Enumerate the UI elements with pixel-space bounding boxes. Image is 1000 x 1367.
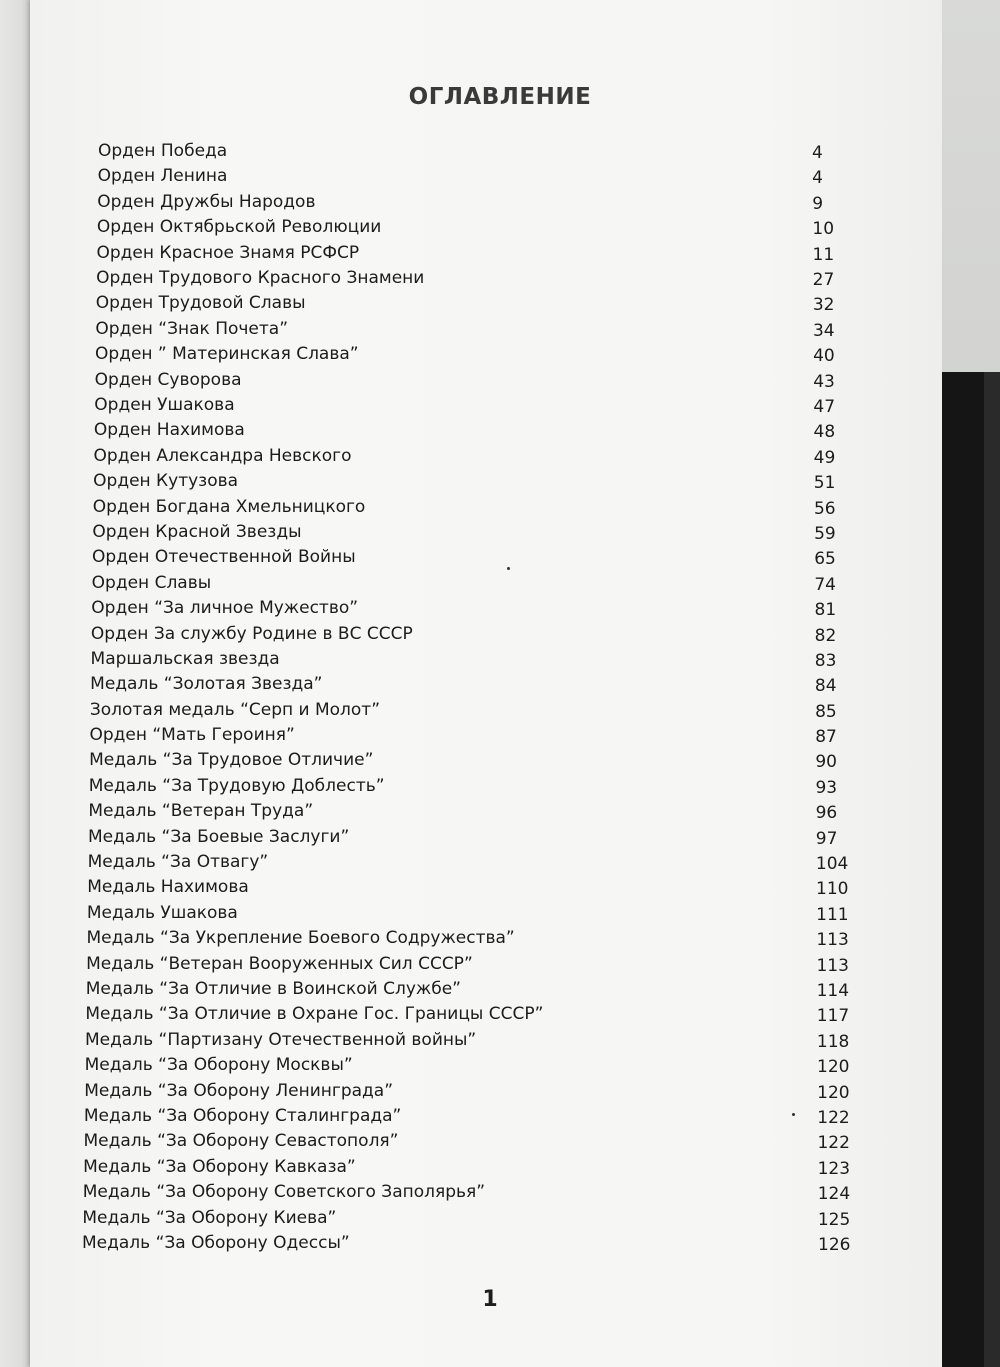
toc-entry-page-number: 9 xyxy=(812,193,824,214)
toc-entry-title: Орден Нахимова xyxy=(93,420,245,441)
toc-entry-title: Медаль Ушакова xyxy=(86,902,238,923)
toc-entry xyxy=(83,1180,860,1204)
toc-entry-title: Медаль “Партизану Отечественной войны” xyxy=(84,1029,477,1050)
toc-entry-title: Орден Кутузова xyxy=(93,471,239,492)
toc-entry-title: Орден Октябрьской Революции xyxy=(96,217,382,238)
toc-entry xyxy=(88,825,860,849)
toc-entry xyxy=(96,266,860,290)
toc-entry-title: Медаль “Золотая Звезда” xyxy=(90,674,323,695)
toc-entry xyxy=(93,469,860,493)
toc-entry xyxy=(82,1206,860,1230)
toc-entry-page-number: 96 xyxy=(815,803,838,824)
toc-entry xyxy=(86,926,860,950)
toc-entry xyxy=(88,799,860,823)
toc-entry-title: Медаль “За Отвагу” xyxy=(87,852,269,873)
toc-entry xyxy=(94,418,860,442)
toc-entry xyxy=(87,901,860,925)
toc-entry-title: Орден ” Материнская Слава” xyxy=(95,344,359,365)
toc-entry xyxy=(84,1079,860,1103)
toc-entry-page-number: 113 xyxy=(816,930,849,951)
toc-entry-title: Орден Ушакова xyxy=(94,394,235,415)
toc-entry-title: Маршальская звезда xyxy=(90,648,280,669)
page-title: ОГЛАВЛЕНИЕ xyxy=(408,84,592,110)
toc-entry-page-number: 40 xyxy=(813,346,835,367)
toc-entry-title: Орден “Знак Почета” xyxy=(95,318,289,339)
toc-entry-title: Орден “Мать Героиня” xyxy=(89,725,295,746)
toc-entry-page-number: 97 xyxy=(815,828,838,849)
toc-entry-title: Орден Красной Звезды xyxy=(92,521,302,542)
toc-entry xyxy=(92,520,860,544)
toc-entry xyxy=(85,1053,860,1077)
toc-entry-page-number: 118 xyxy=(816,1031,850,1052)
toc-entry-page-number: 56 xyxy=(813,498,836,519)
toc-entry-page-number: 65 xyxy=(814,549,836,570)
toc-entry-title: Медаль “За Боевые Заслуги” xyxy=(87,826,350,847)
toc-entry-title: Медаль “Ветеран Труда” xyxy=(88,801,314,822)
toc-entry-page-number: 83 xyxy=(814,650,837,671)
toc-entry xyxy=(94,393,860,417)
toc-entry-page-number: 113 xyxy=(816,955,849,976)
toc-entry-title: Медаль “За Оборону Ленинграда” xyxy=(84,1080,394,1101)
toc-entry xyxy=(98,139,860,163)
toc-entry xyxy=(95,342,860,366)
toc-entry-page-number: 104 xyxy=(815,854,849,875)
toc-entry-page-number: 82 xyxy=(814,625,837,646)
toc-entry-title: Орден Славы xyxy=(91,572,212,593)
toc-entry-page-number: 48 xyxy=(813,422,836,443)
toc-entry-page-number: 10 xyxy=(812,219,835,240)
toc-entry xyxy=(96,291,860,315)
print-speck xyxy=(792,1113,795,1116)
toc-entry xyxy=(92,545,860,569)
toc-entry-page-number: 117 xyxy=(816,1006,850,1027)
toc-entry-page-number: 84 xyxy=(814,676,837,697)
toc-entry xyxy=(91,622,860,646)
toc-entry xyxy=(97,215,860,239)
toc-entry xyxy=(89,774,860,798)
toc-entry-page-number: 47 xyxy=(813,396,836,417)
toc-entry-page-number: 43 xyxy=(813,371,835,392)
toc-entry xyxy=(91,647,860,671)
toc-entry-page-number: 4 xyxy=(812,168,823,189)
toc-entry-title: Медаль “За Оборону Киева” xyxy=(82,1207,337,1228)
toc-entry-page-number: 126 xyxy=(818,1235,851,1255)
toc-entry-page-number: 123 xyxy=(817,1158,851,1179)
toc-entry-title: Орден Отечественной Войны xyxy=(92,547,356,568)
toc-entry xyxy=(97,190,860,214)
toc-entry-title: Орден Ленина xyxy=(97,166,228,187)
toc-entry-title: Медаль “За Оборону Москвы” xyxy=(84,1055,353,1076)
toc-entry-title: Орден Победа xyxy=(98,141,228,161)
toc-entry-page-number: 110 xyxy=(816,879,849,900)
toc-entry-title: Орден Красное Знамя РСФСР xyxy=(96,242,360,263)
toc-entry xyxy=(87,875,860,899)
toc-entry xyxy=(93,495,860,519)
toc-entry-title: Медаль “За Отличие в Охране Гос. Границы СССР” xyxy=(85,1004,544,1025)
toc-entry xyxy=(89,748,860,772)
toc-entry-page-number: 122 xyxy=(817,1108,850,1129)
toc-entry-page-number: 87 xyxy=(815,727,837,748)
toc-entry-title: Медаль “За Оборону Сталинграда” xyxy=(83,1106,402,1127)
toc-entry-page-number: 93 xyxy=(815,777,838,798)
toc-entry-page-number: 74 xyxy=(814,574,836,595)
toc-entry xyxy=(85,1028,860,1052)
toc-entry-title: Медаль “За Трудовую Доблесть” xyxy=(88,775,385,796)
toc-entry-page-number: 120 xyxy=(817,1057,850,1078)
toc-entry xyxy=(95,368,860,392)
toc-entry-page-number: 32 xyxy=(812,295,835,316)
toc-entry xyxy=(86,952,860,976)
toc-entry xyxy=(86,977,860,1001)
toc-entry-page-number: 125 xyxy=(817,1209,851,1230)
toc-entry xyxy=(84,1104,860,1128)
toc-entry-title: Медаль Нахимова xyxy=(87,877,249,898)
toc-entry-title: Орден Александра Невского xyxy=(93,445,352,466)
toc-entry-title: Орден “За личное Мужество” xyxy=(91,598,359,619)
toc-entry-page-number: 49 xyxy=(813,447,836,468)
toc-entry-title: Медаль “За Оборону Кавказа” xyxy=(83,1156,356,1177)
toc-entry-title: Медаль “За Отличие в Воинской Службе” xyxy=(85,979,461,1000)
toc-entry-page-number: 122 xyxy=(817,1133,850,1154)
toc-entry xyxy=(89,723,860,747)
toc-entry-page-number: 59 xyxy=(814,523,836,544)
toc-entry xyxy=(95,317,860,341)
toc-entry-page-number: 111 xyxy=(816,904,849,925)
toc-entry xyxy=(90,672,860,696)
toc-entry-page-number: 51 xyxy=(813,473,836,494)
toc-entry-page-number: 34 xyxy=(812,320,835,341)
toc-entry xyxy=(85,1002,860,1026)
toc-entry-page-number: 124 xyxy=(817,1184,851,1205)
toc-entry-title: Медаль “За Оборону Советского Заполярья” xyxy=(82,1182,486,1203)
toc-entry xyxy=(97,241,860,265)
toc-entry-title: Орден Богдана Хмельницкого xyxy=(92,496,366,517)
toc-entry xyxy=(82,1231,860,1255)
toc-entry xyxy=(88,850,860,874)
print-speck xyxy=(507,567,510,570)
toc-entry-page-number: 27 xyxy=(812,269,835,290)
toc-entry xyxy=(94,444,860,468)
toc-entry xyxy=(98,164,860,188)
toc-entry-page-number: 120 xyxy=(817,1082,850,1103)
toc-entry-title: Орден Трудового Красного Знамени xyxy=(96,267,425,288)
toc-entry-page-number: 11 xyxy=(812,244,835,265)
toc-entry-title: Медаль “За Оборону Севастополя” xyxy=(83,1131,399,1152)
toc-entry xyxy=(92,571,860,595)
toc-entry xyxy=(83,1155,860,1179)
toc-entry-page-number: 4 xyxy=(812,143,823,163)
footer-page-number: 1 xyxy=(482,1287,498,1312)
toc-entry-title: Орден Дружбы Народов xyxy=(97,191,316,212)
toc-entry-title: Орден Суворова xyxy=(94,369,242,390)
toc-entry-title: Орден За службу Родине в ВС СССР xyxy=(90,623,413,644)
toc-entry-title: Медаль “Ветеран Вооруженных Сил СССР” xyxy=(86,953,473,974)
toc-entry-title: Медаль “За Трудовое Отличие” xyxy=(89,750,374,771)
toc-entry-title: Золотая медаль “Серп и Молот” xyxy=(89,699,381,720)
toc-entry-page-number: 114 xyxy=(816,981,850,1002)
toc-entry-page-number: 85 xyxy=(815,701,837,722)
toc-entry-title: Орден Трудовой Славы xyxy=(95,293,306,314)
toc-entry xyxy=(91,596,860,620)
toc-entry-title: Медаль “За Оборону Одессы” xyxy=(82,1233,350,1253)
toc-entry-title: Медаль “За Укрепление Боевого Содружества” xyxy=(86,928,515,949)
toc-entry-page-number: 90 xyxy=(815,752,837,773)
toc-entry xyxy=(90,698,860,722)
toc-entry xyxy=(83,1129,860,1153)
toc-entry-page-number: 81 xyxy=(814,600,837,621)
